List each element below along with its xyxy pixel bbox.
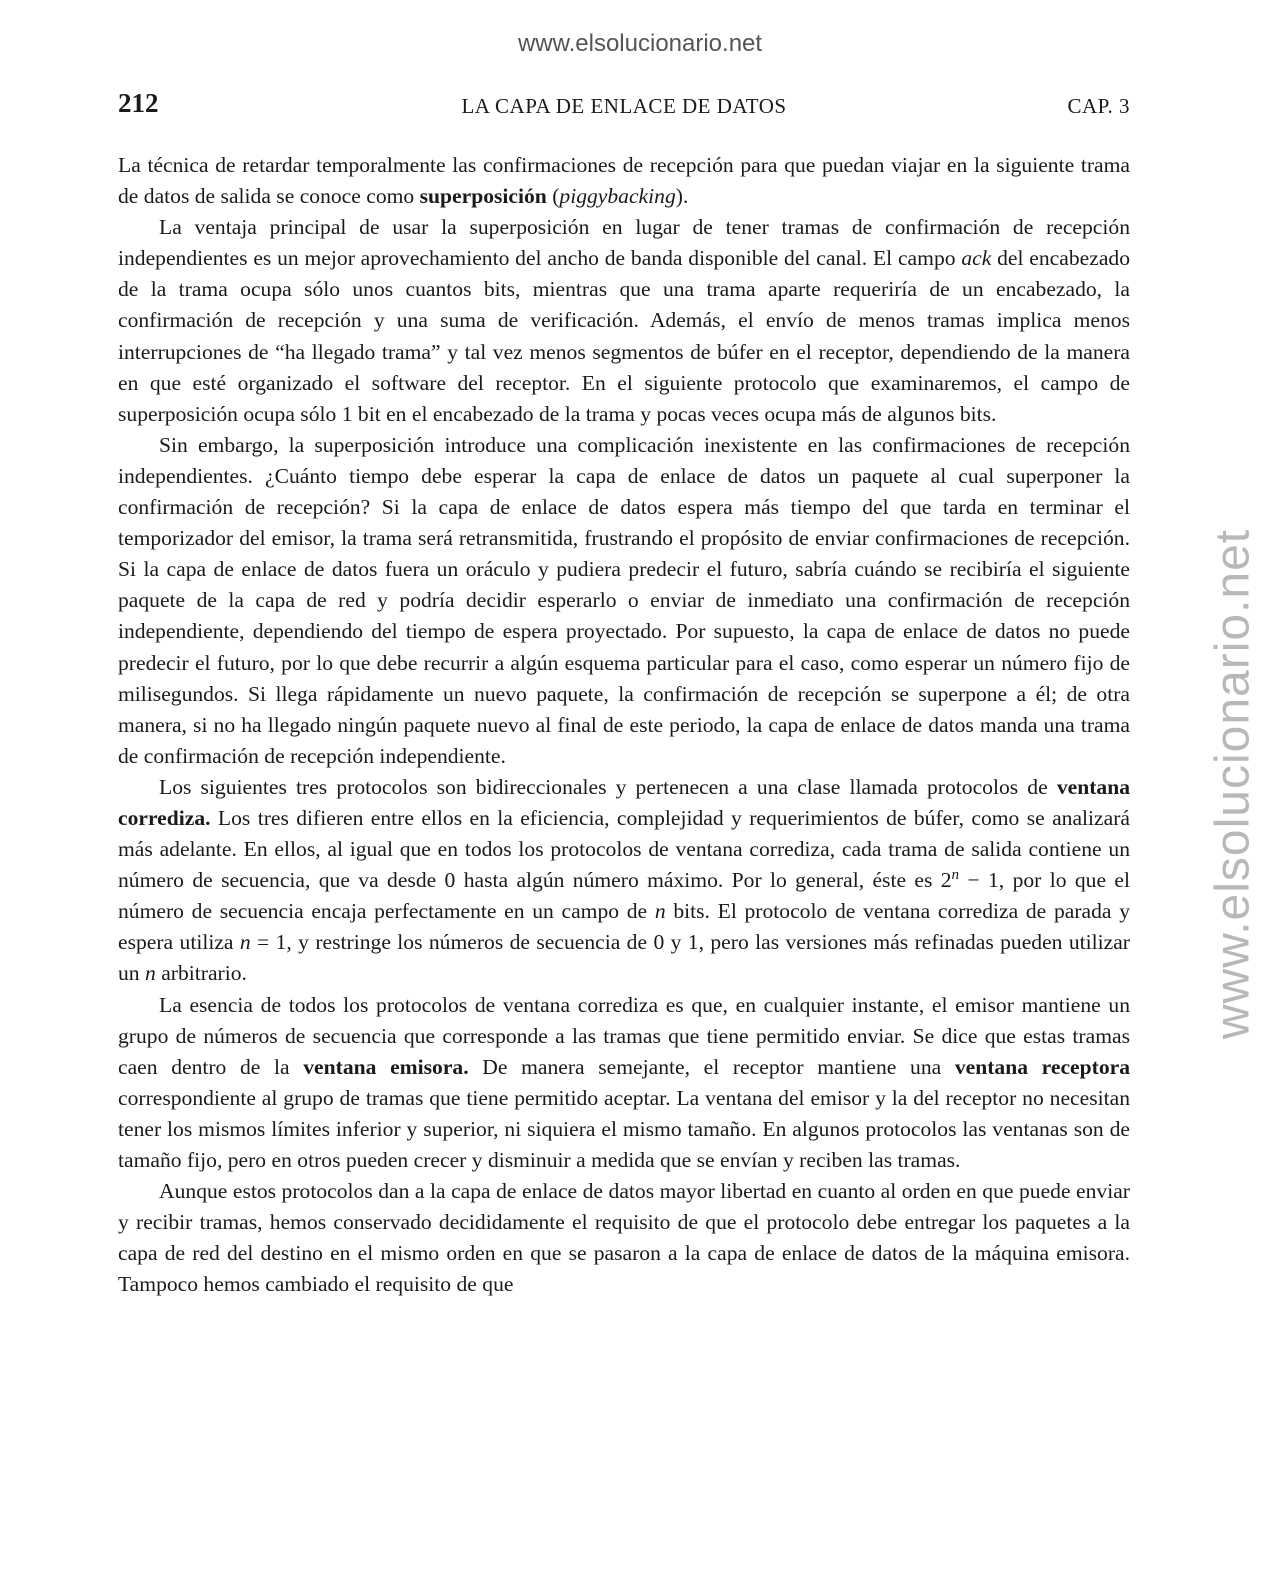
term-ventana-emisora: ventana emisora. <box>303 1054 469 1079</box>
running-title: LA CAPA DE ENLACE DE DATOS <box>461 94 787 118</box>
text-run: ( <box>546 184 560 209</box>
term-piggybacking: piggybacking <box>559 184 676 209</box>
page-header <box>118 88 1130 124</box>
superscript-n: n <box>951 866 960 883</box>
term-superposicion: superposición <box>419 184 547 209</box>
text-run: De manera semejante, el receptor mantiene una <box>468 1054 955 1079</box>
text-run: = 1, y restringe los números de secuencia de 0 y 1, pero las versiones más refinadas pueden utilizar un <box>118 930 1130 986</box>
term-ventana-corrediza: ventana corrediza. <box>118 774 1130 830</box>
variable-n: n <box>145 961 156 986</box>
chapter-label: CAP. 3 <box>1067 94 1130 118</box>
term-ack: ack <box>961 246 992 271</box>
text-run: Sin embargo, la superposición introduce una complicación inexistente en las confirmaciones de recepción independientes. ¿Cuánto tiempo debe esperar la capa de enlace de datos un paquete al cual superponer la confirmación de recepción? Si la capa de enlace de datos espera más tiempo del que tarda en terminar el temporizador del emisor, la trama será retransmitida, frustrando el propósito de enviar confirmaciones de recepción. Si la capa de enlace de datos fuera un oráculo y pudiera predecir el futuro, sabría cuándo se recibiría el siguiente paquete de la capa de red y podría decidir esperarlo o enviar de inmediato una confirmación de recepción independiente, dependiendo del tiempo de espera proyectado. Por supuesto, la capa de enlace de datos no puede predecir el futuro, por lo que debe recurrir a algún esquema particular para el caso, como esperar un número fijo de milisegundos. Si llega rápidamente un nuevo paquete, la confirmación de recepción se superpone a él; de otra manera, si no ha llegado ningún paquete nuevo al final de este periodo, la capa de enlace de datos manda una trama de confirmación de recepción independiente. <box>118 432 1130 768</box>
text-run: bits. El protocolo de ventana corrediza de parada y espera utiliza <box>118 899 1130 955</box>
text-run: − 1, por lo que el número de secuencia encaja perfectamente en un campo de <box>118 868 1130 924</box>
text-run: Los tres difieren entre ellos en la eficiencia, complejidad y requerimientos de búfer, como se analizará más adelante. En ellos, al igual que en todos los protocolos de ventana corrediza, cada trama de salida contiene un número de secuencia, que va desde 0 hasta algún número máximo. Por lo general, éste es 2 <box>118 805 1130 893</box>
page-number: 212 <box>118 88 159 118</box>
text-run: La técnica de retardar temporalmente las confirmaciones de recepción para que puedan viajar en la siguiente trama de datos de salida se conoce como <box>118 153 1130 209</box>
text-run: del encabezado de la trama ocupa sólo unos cuantos bits, mientras que una trama aparte requeriría de un encabezado, la confirmación de recepción y una suma de verificación. Además, el envío de menos tramas implica menos interrupciones de “ha llegado trama” y tal vez menos segmentos de búfer en el receptor, dependiendo de la manera en que esté organizado el software del receptor. En el siguiente protocolo que examinaremos, el campo de superposición ocupa sólo 1 bit en el encabezado de la trama y pocas veces ocupa más de algunos bits. <box>118 246 1130 426</box>
text-run: Los siguientes tres protocolos son bidireccionales y pertenecen a una clase llamada protocolos de <box>159 774 1057 799</box>
text-run: correspondiente al grupo de tramas que tiene permitido aceptar. La ventana del emisor y la del receptor no necesitan tener los mismos límites inferior y superior, ni siquiera el mismo tamaño. En algunos protocolos las ventanas son de tamaño fijo, pero en otros pueden crecer y disminuir a medida que se envían y reciben las tramas. <box>118 1085 1130 1172</box>
text-run: ). <box>675 184 689 209</box>
body-text <box>118 150 1130 1300</box>
paragraph-2 <box>118 212 1130 430</box>
text-run: La esencia de todos los protocolos de ventana corrediza es que, en cualquier instante, el emisor mantiene un grupo de números de secuencia que corresponde a las tramas que tiene permitido enviar. Se dice que estas tramas caen dentro de la <box>118 992 1130 1079</box>
text-run: arbitrario. <box>155 961 247 986</box>
paragraph-1 <box>118 150 1130 212</box>
watermark-top: www.elsolucionario.net <box>517 30 763 57</box>
paragraph-5 <box>118 990 1130 1177</box>
variable-n: n <box>239 930 251 955</box>
term-ventana-receptora: ventana receptora <box>954 1054 1130 1079</box>
watermark-side: www.elsolucionario.net <box>1206 528 1260 1040</box>
variable-n: n <box>654 899 666 924</box>
paragraph-3 <box>118 430 1130 772</box>
paragraph-4 <box>118 772 1130 990</box>
text-run: Aunque estos protocolos dan a la capa de enlace de datos mayor libertad en cuanto al orden en que puede enviar y recibir tramas, hemos conservado decididamente el requisito de que el protocolo debe entregar los paquetes a la capa de red del destino en el mismo orden en que se pasaron a la capa de enlace de datos de la máquina emisora. Tampoco hemos cambiado el requisito de que <box>118 1179 1130 1297</box>
text-run: La ventaja principal de usar la superposición en lugar de tener tramas de confirmación de recepción independientes es un mejor aprovechamiento del ancho de banda disponible del canal. El campo <box>118 215 1130 271</box>
paragraph-6 <box>118 1176 1130 1300</box>
